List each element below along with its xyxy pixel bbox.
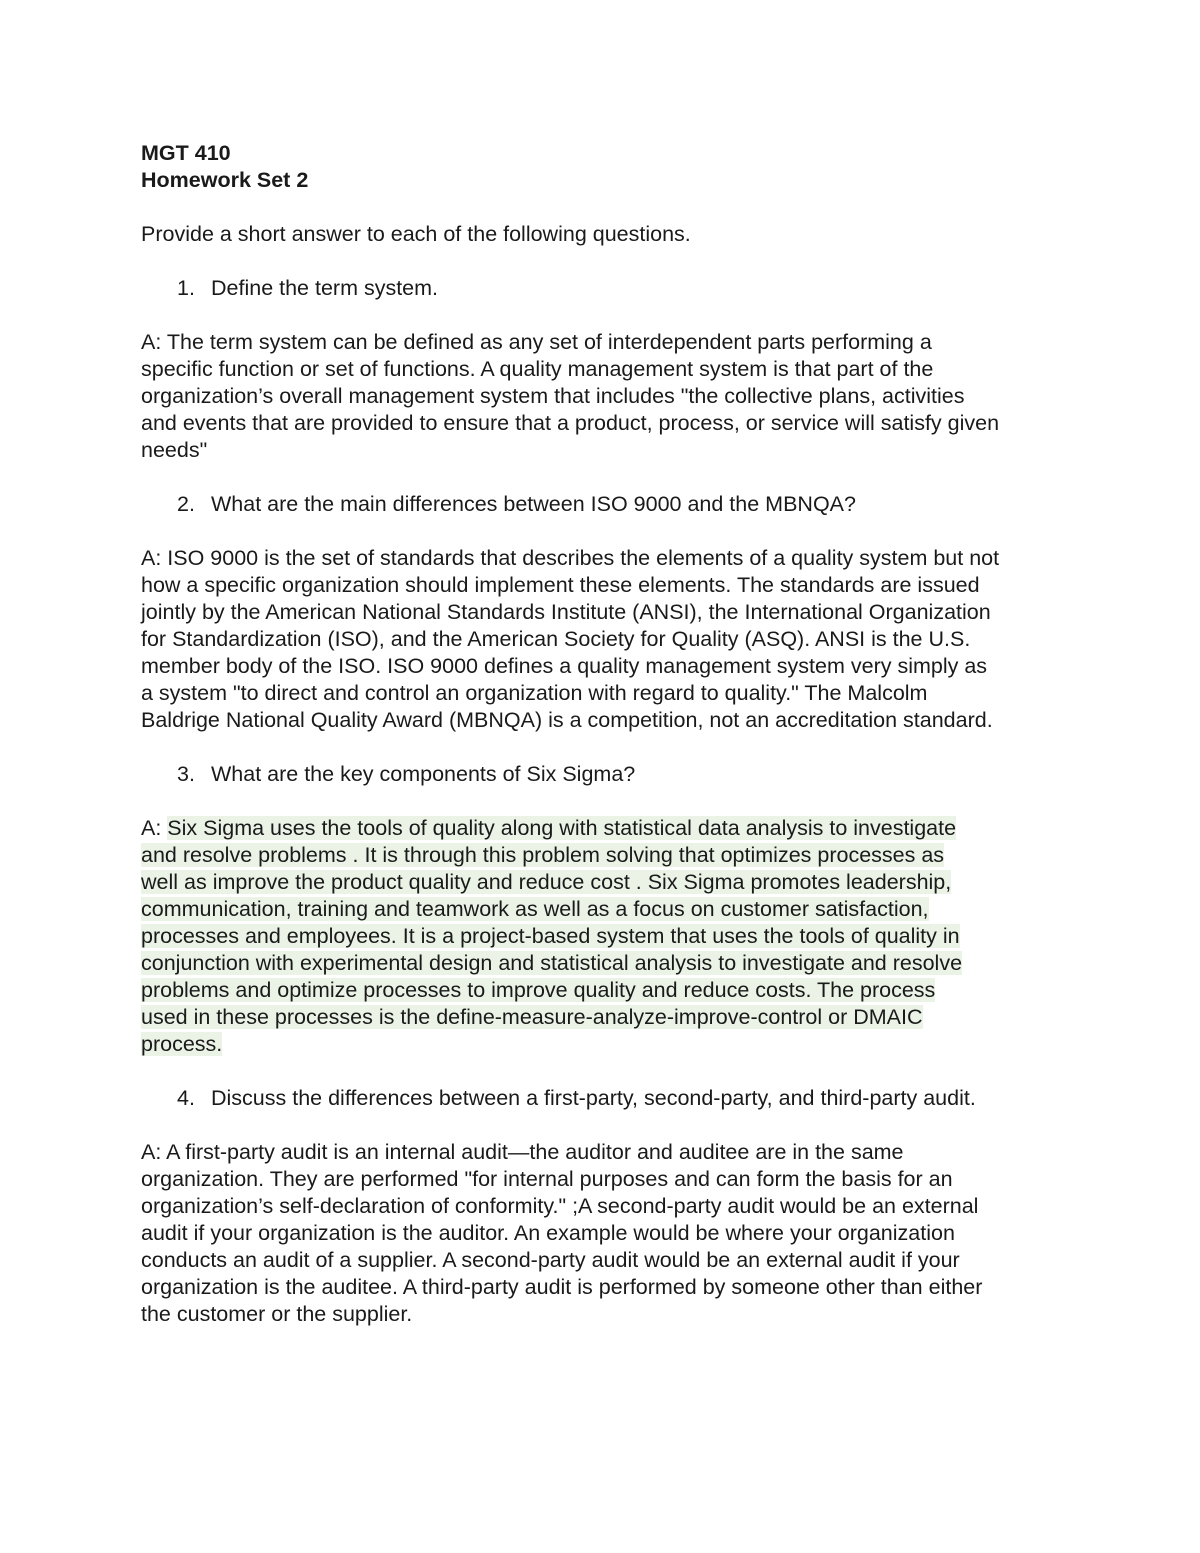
answer-line — [141, 1139, 1071, 1166]
highlighted-text: Six Sigma uses the tools of quality along with statistical data analysis to investigate — [167, 816, 957, 840]
highlighted-text: processes and employees. It is a project-based system that uses the tools of quality in — [141, 924, 960, 948]
answer-prefix: A: — [141, 816, 168, 840]
answer-line: the customer or the supplier. — [141, 1302, 413, 1326]
question-text: What are the main differences between ISO 9000 and the MBNQA? — [211, 492, 856, 516]
answer-2 — [141, 545, 1071, 734]
answer-line — [141, 329, 1071, 356]
answer-line: specific function or set of functions. A quality management system is that part of the — [141, 357, 934, 381]
answer-line: organization. They are performed "for internal purposes and can form the basis for an — [141, 1167, 953, 1191]
answer-line: member body of the ISO. ISO 9000 defines a quality management system very simply as — [141, 654, 988, 678]
question-2 — [141, 491, 1071, 518]
answer-line: needs" — [141, 438, 208, 462]
answer-line: a system "to direct and control an organization with regard to quality." The Malcolm — [141, 681, 928, 705]
question-number: 1. — [177, 276, 195, 300]
answer-line: organization is the auditee. A third-party audit is performed by someone other than either — [141, 1275, 983, 1299]
answer-line — [141, 869, 1071, 896]
answer-line: audit if your organization is the auditor. An example would be where your organization — [141, 1221, 955, 1245]
answer-line — [141, 545, 1071, 572]
answer-text: The term system can be defined as any set of interdependent parts performing a — [166, 330, 932, 354]
answer-line — [141, 896, 1071, 923]
highlighted-text: problems and optimize processes to improve quality and reduce costs. The process — [141, 978, 936, 1002]
answer-3 — [141, 815, 1071, 1058]
highlighted-text: well as improve the product quality and reduce cost . Six Sigma promotes leadership, — [141, 870, 952, 894]
question-number: 3. — [177, 762, 195, 786]
answer-1 — [141, 329, 1071, 464]
highlighted-text: communication, training and teamwork as well as a focus on customer satisfaction, — [141, 897, 929, 921]
document-content — [141, 140, 1071, 1328]
question-3 — [141, 761, 1071, 788]
answer-line — [141, 842, 1071, 869]
question-1 — [141, 275, 1071, 302]
highlighted-text: process. — [141, 1032, 223, 1056]
assignment-title: Homework Set 2 — [141, 168, 309, 192]
highlighted-text: used in these processes is the define-measure-analyze-improve-control or DMAIC — [141, 1005, 923, 1029]
answer-text: ISO 9000 is the set of standards that describes the elements of a quality system but not — [167, 546, 1000, 570]
answer-line — [141, 815, 1071, 842]
answer-line: how a specific organization should implement these elements. The standards are issued — [141, 573, 980, 597]
answer-line — [141, 977, 1071, 1004]
question-text: What are the key components of Six Sigma? — [211, 762, 636, 786]
answer-line — [141, 1004, 1071, 1031]
question-text: Discuss the differences between a first-party, second-party, and third-party audit. — [211, 1086, 976, 1110]
answer-line: conducts an audit of a supplier. A second-party audit would be an external audit if your — [141, 1248, 960, 1272]
answer-line: organization’s overall management system that includes "the collective plans, activities — [141, 384, 965, 408]
question-4 — [141, 1085, 1071, 1112]
answer-line: Baldrige National Quality Award (MBNQA) is a competition, not an accreditation standard. — [141, 708, 993, 732]
question-text: Define the term system. — [211, 276, 439, 300]
highlighted-text: conjunction with experimental design and statistical analysis to investigate and resolve — [141, 951, 963, 975]
answer-line — [141, 923, 1071, 950]
answer-line: organization’s self-declaration of conformity." ;A second-party audit would be an external — [141, 1194, 979, 1218]
answer-prefix: A: — [141, 546, 168, 570]
question-number: 4. — [177, 1086, 195, 1110]
answer-prefix: A: — [141, 1140, 167, 1164]
instructions: Provide a short answer to each of the following questions. — [141, 222, 691, 246]
question-number: 2. — [177, 492, 195, 516]
course-title: MGT 410 — [141, 141, 231, 165]
highlighted-text: and resolve problems . It is through this problem solving that optimizes processes as — [141, 843, 945, 867]
answer-line — [141, 950, 1071, 977]
answer-4 — [141, 1139, 1071, 1328]
answer-prefix: A: — [141, 330, 167, 354]
answer-line: for Standardization (ISO), and the American Society for Quality (ASQ). ANSI is the U.S. — [141, 627, 971, 651]
answer-line: and events that are provided to ensure that a product, process, or service will satisfy given — [141, 411, 1000, 435]
answer-line — [141, 1031, 1071, 1058]
answer-line: jointly by the American National Standards Institute (ANSI), the International Organization — [141, 600, 991, 624]
answer-text: A first-party audit is an internal audit—the auditor and auditee are in the same — [166, 1140, 904, 1164]
